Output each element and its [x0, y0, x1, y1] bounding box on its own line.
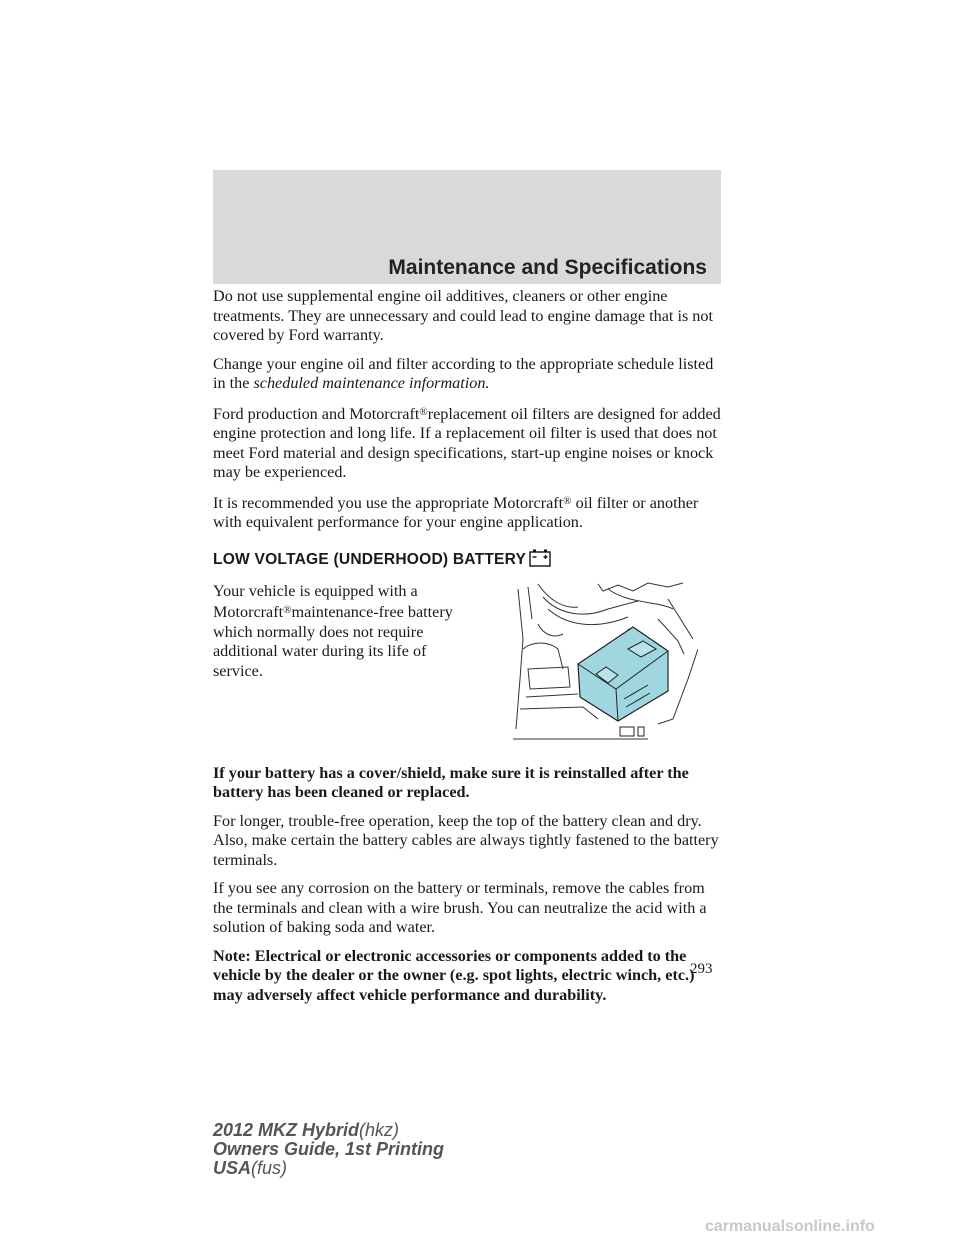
link-scheduled-maintenance: scheduled maintenance information. [253, 374, 490, 392]
page-content [213, 287, 721, 1014]
paragraph-oil-filters: Ford production and Motorcraft®replacement oil filters are designed for added engine protection and long life. If a replacement oil filter is used that does not meet Ford material and design specifications, start-up engine noises or knock may be experienced. [213, 404, 721, 481]
watermark: carmanualsonline.info [705, 1218, 875, 1235]
battery-intro-block [213, 582, 721, 752]
battery-icon [529, 549, 551, 572]
footer-guide-line: Owners Guide, 1st Printing [213, 1139, 445, 1159]
section-header-band [213, 170, 721, 284]
paragraph-battery-cleaning: For longer, trouble-free operation, keep the top of the battery clean and dry. Also, make certain the battery cables are always tightly fastened to the battery terminals. [213, 811, 719, 869]
battery-heading: LOW VOLTAGE (UNDERHOOD) BATTERY [213, 549, 721, 572]
paragraph-accessories-note: Note: Electrical or electronic accessories or components added to the vehicle by the dealer or the owner (e.g. spot lights, electric winch, etc.) may adversely affect vehicle performance and durability. [213, 946, 695, 1004]
footer-market-line: USA(fus) [213, 1158, 288, 1178]
engine-bay-battery-illustration [508, 579, 698, 750]
paragraph-oil-change: Change your engine oil and filter according to the appropriate schedule listed in the scheduled maintenance information. [213, 354, 714, 392]
registered-mark: ® [283, 604, 292, 616]
paragraph-battery-corrosion: If you see any corrosion on the battery or terminals, remove the cables from the terminals and clean with a wire brush. You can neutralize the acid with a solution of baking soda and water. [213, 879, 707, 936]
page-number: 293 [690, 961, 713, 977]
paragraph-oil-additives: Do not use supplemental engine oil additives, cleaners or other engine treatments. They are unnecessary and could lead to engine damage that is not covered by Ford warranty. [213, 287, 713, 344]
document-footer [213, 1121, 444, 1178]
registered-mark: ® [419, 405, 428, 418]
paragraph-battery-cover-warning: If your battery has a cover/shield, make sure it is reinstalled after the battery has been cleaned or replaced. [213, 763, 689, 801]
paragraph-battery-intro: Your vehicle is equipped with a Motorcraft®maintenance-free battery which normally does not require additional water during its life of service. [213, 581, 453, 680]
footer-model-line: 2012 MKZ Hybrid(hkz) [213, 1120, 400, 1140]
registered-mark: ® [563, 494, 572, 507]
section-title: Maintenance and Specifications [388, 256, 707, 279]
paragraph-filter-recommendation: It is recommended you use the appropriate Motorcraft® oil filter or another with equivalent performance for your engine application. [213, 493, 699, 531]
